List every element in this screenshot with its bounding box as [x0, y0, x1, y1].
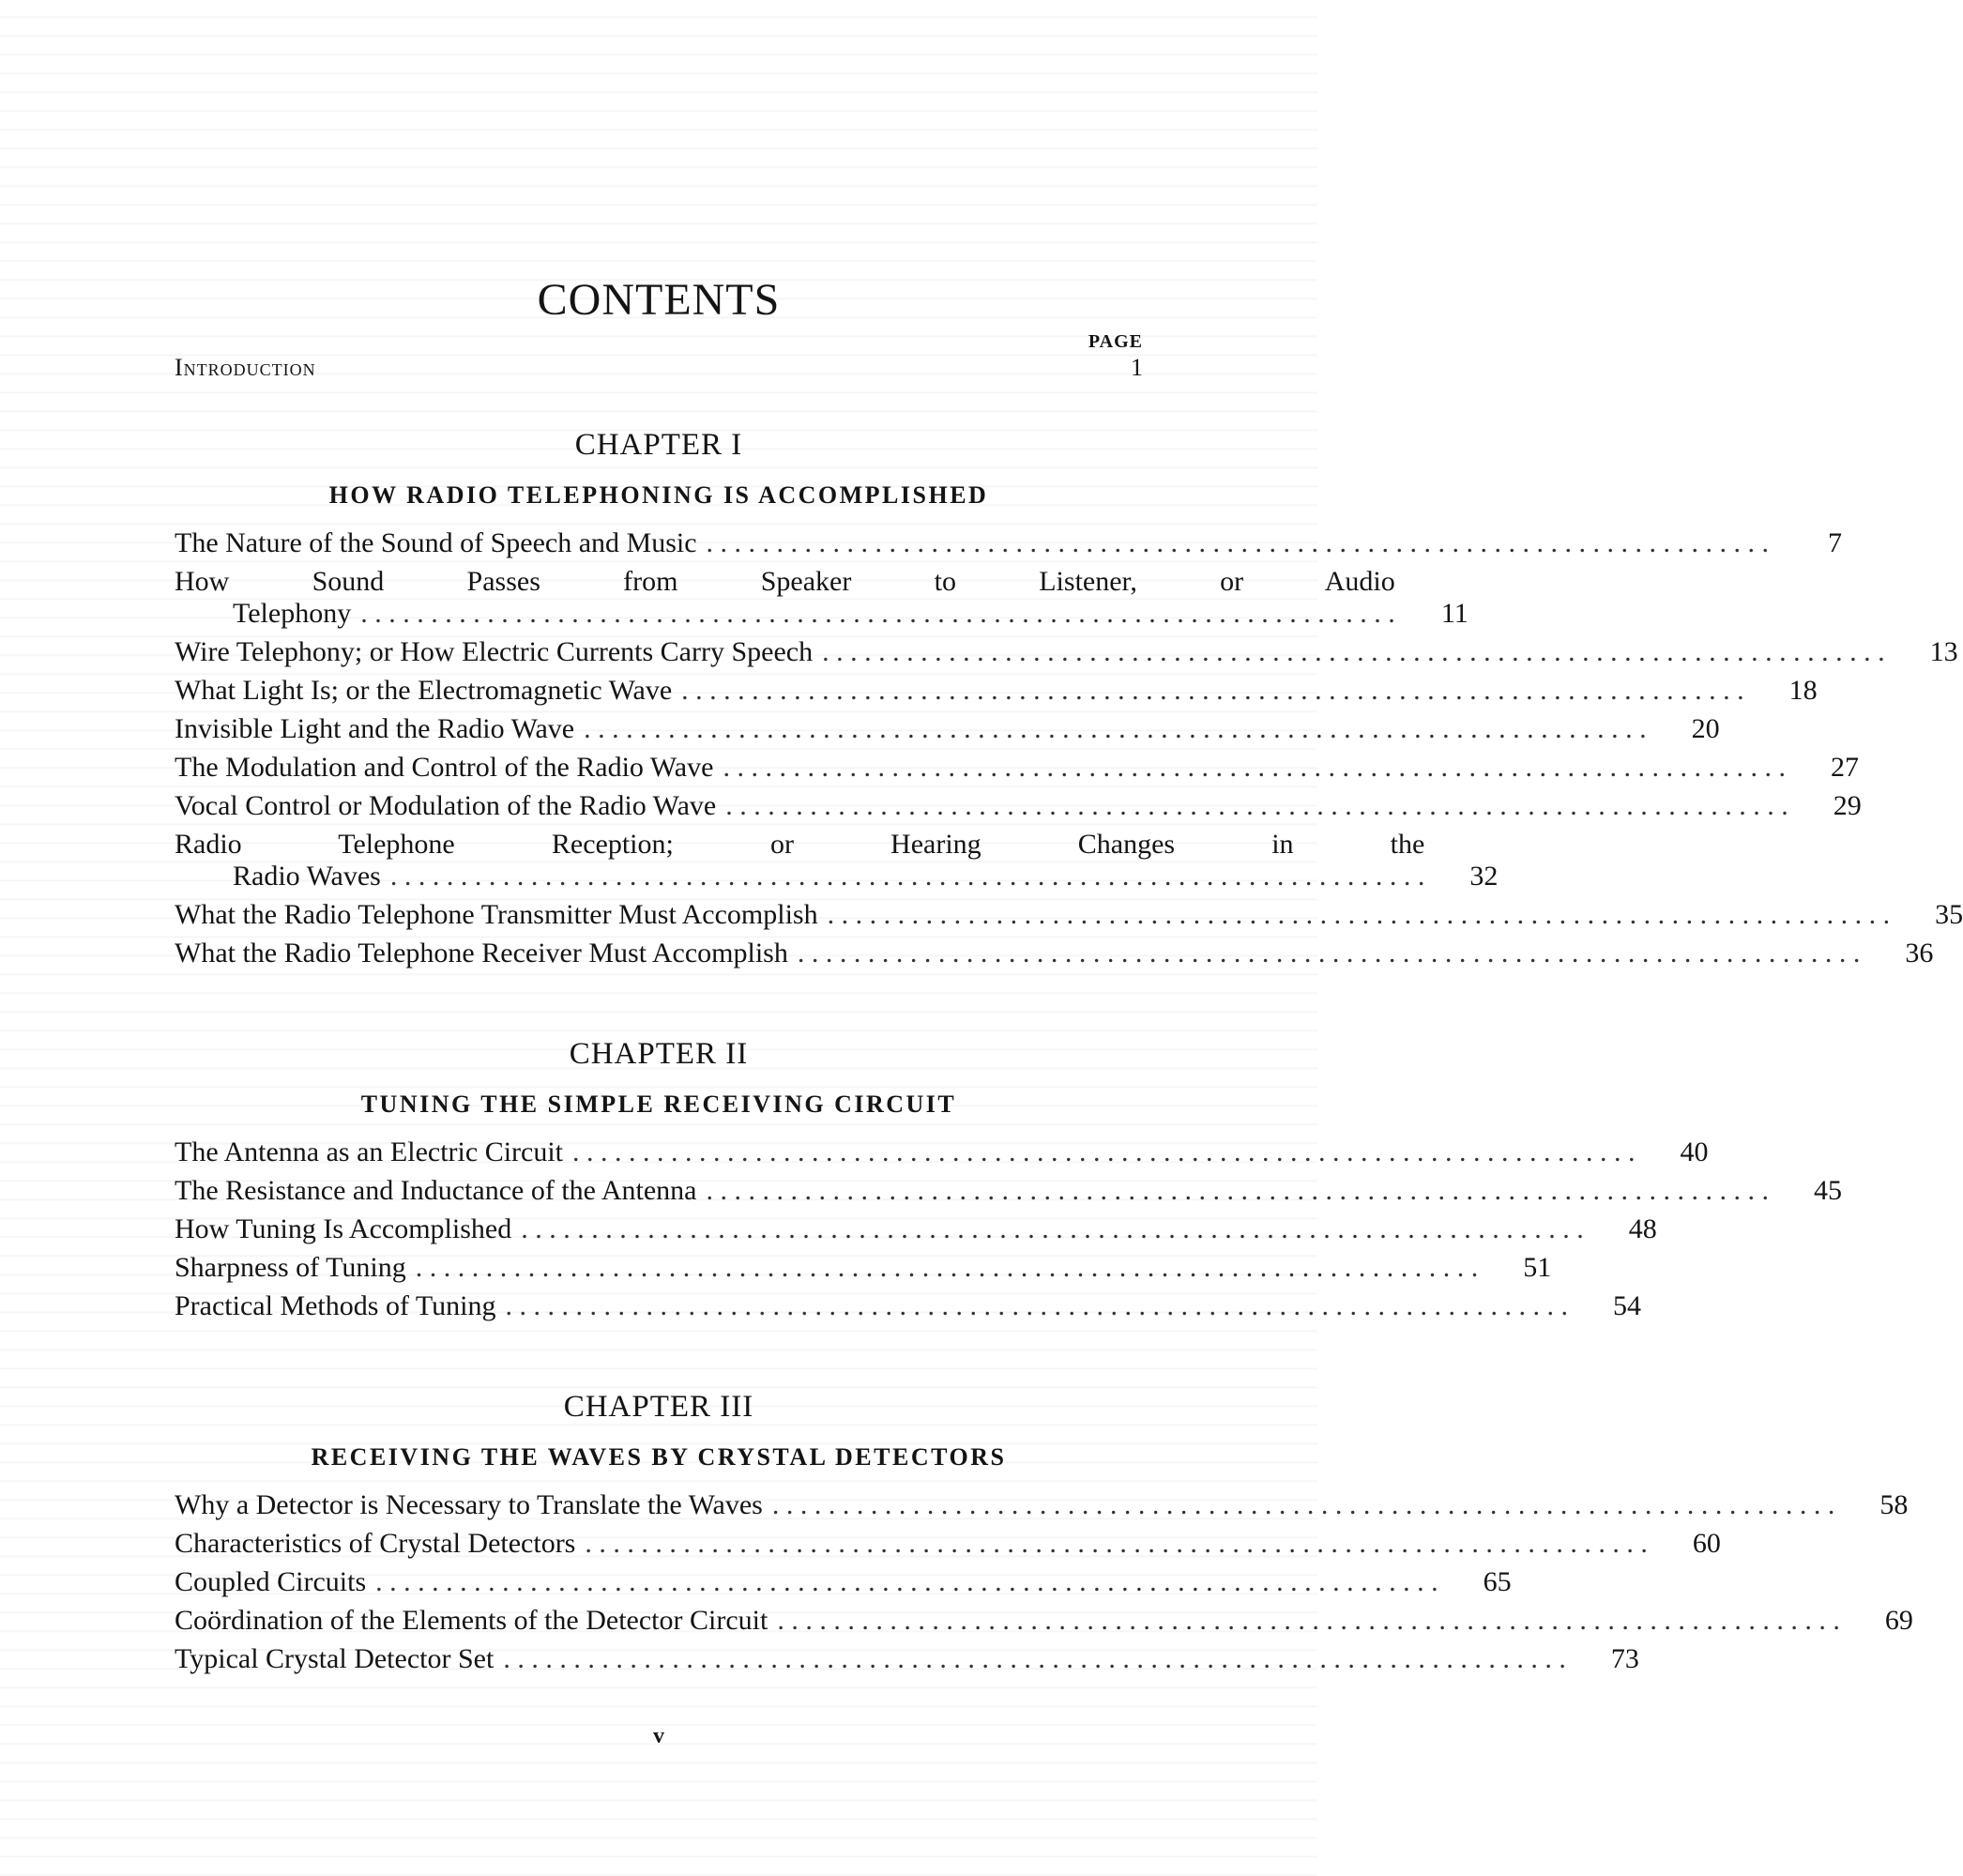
dot-leader — [375, 1566, 1438, 1598]
toc-entry-title: Coördination of the Elements of the Detector Circuit — [175, 1605, 768, 1636]
dot-leader — [681, 675, 1744, 707]
toc-entry-title: The Antenna as an Electric Circuit — [175, 1136, 564, 1167]
toc-entry — [175, 1605, 1913, 1637]
chapter-title: TUNING THE SIMPLE RECEIVING CIRCUIT — [360, 1091, 957, 1118]
toc-entry-title: Invisible Light and the Radio Wave — [175, 713, 575, 744]
toc-entry-title-cont: Telephony — [233, 598, 352, 629]
toc-entry-page: 69 — [1884, 1605, 1913, 1636]
dot-leader — [503, 1643, 1566, 1675]
toc-entry-title: Vocal Control or Modulation of the Radio Wave — [175, 790, 717, 821]
toc-entry-page: 65 — [1483, 1566, 1512, 1597]
dot-leader — [777, 1605, 1840, 1637]
dot-leader — [585, 1528, 1648, 1560]
page-folio: v — [653, 1724, 664, 1748]
toc-entry — [175, 1136, 1709, 1168]
toc-entry — [175, 1489, 1909, 1521]
toc-entry — [175, 1528, 1721, 1560]
toc-entry — [175, 566, 1468, 630]
toc-entry-title: How Tuning Is Accomplished — [175, 1213, 512, 1244]
toc-entry — [175, 1252, 1552, 1284]
toc-entry-title: What the Radio Telephone Receiver Must Accomplish — [175, 938, 788, 969]
chapter-section — [175, 426, 1963, 969]
dot-leader — [707, 527, 1770, 559]
dot-leader — [572, 1136, 1636, 1168]
toc-entry-title: How Sound Passes from Speaker to Listener, or Audio — [175, 566, 1395, 597]
toc-entry — [175, 790, 1862, 822]
toc-entry-page: 29 — [1833, 790, 1862, 821]
page-column-label: PAGE — [1088, 331, 1143, 352]
toc-entry-title: The Modulation and Control of the Radio Wave — [175, 752, 714, 783]
toc-entry-title: The Nature of the Sound of Speech and Music — [175, 527, 697, 558]
chapter-section — [175, 1388, 1913, 1675]
toc-entry-continuation — [175, 861, 1424, 892]
toc-entry — [175, 713, 1720, 745]
table-of-contents — [175, 272, 1963, 1741]
toc-entry-title: What Light Is; or the Electromagnetic Wave — [175, 675, 673, 706]
toc-entry-page: 36 — [1905, 938, 1934, 969]
toc-entry — [175, 752, 1859, 784]
chapter-title: RECEIVING THE WAVES BY CRYSTAL DETECTORS — [311, 1443, 1007, 1471]
introduction-page: 1 — [1131, 354, 1143, 381]
dot-leader — [521, 1213, 1584, 1245]
toc-entry — [175, 938, 1934, 969]
toc-entry — [175, 527, 1843, 559]
dot-leader — [822, 636, 1885, 668]
dot-leader — [506, 1290, 1569, 1322]
toc-entry-page: 11 — [1440, 598, 1468, 629]
chapter-number: CHAPTER I — [574, 428, 743, 462]
toc-entry-continuation — [175, 598, 1395, 630]
toc-entry-page: 58 — [1879, 1489, 1909, 1520]
toc-entry-page: 48 — [1628, 1213, 1657, 1244]
dot-leader — [723, 752, 1786, 784]
toc-entry-page: 60 — [1692, 1528, 1721, 1559]
dot-leader — [360, 598, 1395, 630]
introduction-row — [175, 353, 1143, 383]
toc-entry-title: Practical Methods of Tuning — [175, 1290, 496, 1321]
toc-entry-title: What the Radio Telephone Transmitter Must Accomplish — [175, 899, 818, 930]
toc-entry-title: Typical Crystal Detector Set — [175, 1643, 495, 1674]
toc-entry-page: 73 — [1610, 1643, 1639, 1674]
dot-leader — [416, 1252, 1479, 1284]
toc-entry — [175, 675, 1818, 707]
dot-leader — [390, 861, 1425, 892]
toc-entry — [175, 1175, 1842, 1207]
toc-entry-page: 32 — [1469, 861, 1499, 892]
dot-leader — [798, 938, 1861, 969]
toc-entry — [175, 1643, 1639, 1675]
toc-entry-title: Sharpness of Tuning — [175, 1252, 406, 1283]
dot-leader — [584, 713, 1647, 745]
toc-entry-page: 45 — [1813, 1175, 1842, 1206]
introduction-label: Introduction — [175, 354, 316, 381]
toc-entry-title: Radio Telephone Reception; or Hearing Changes in the — [175, 829, 1425, 860]
dot-leader — [772, 1489, 1835, 1521]
toc-entry-title: Wire Telephony; or How Electric Currents Carry Speech — [175, 636, 814, 667]
toc-entry — [175, 1566, 1512, 1598]
toc-entry-title: Why a Detector is Necessary to Translate the Waves — [175, 1489, 763, 1520]
chapter-title: HOW RADIO TELEPHONING IS ACCOMPLISHED — [328, 481, 989, 509]
toc-entry-page: 35 — [1935, 899, 1963, 930]
toc-entry-page: 27 — [1830, 752, 1859, 783]
dot-leader — [828, 899, 1891, 931]
toc-entry-page: 13 — [1929, 636, 1958, 667]
toc-entry-title-cont: Radio Waves — [233, 861, 381, 892]
toc-entry-page: 7 — [1828, 527, 1843, 558]
toc-entry-title: Coupled Circuits — [175, 1566, 367, 1597]
contents-heading: CONTENTS — [537, 275, 781, 325]
toc-entry-page: 51 — [1523, 1252, 1552, 1283]
toc-entry-title: Characteristics of Crystal Detectors — [175, 1528, 576, 1559]
chapter-number: CHAPTER III — [563, 1390, 754, 1424]
toc-entry — [175, 1213, 1657, 1245]
toc-entry — [175, 1290, 1641, 1322]
toc-entry-page: 18 — [1788, 675, 1818, 706]
chapter-section — [175, 1035, 1842, 1322]
toc-entry-page: 40 — [1680, 1136, 1709, 1167]
chapter-number: CHAPTER II — [569, 1037, 749, 1071]
toc-entry — [175, 829, 1499, 892]
toc-entry-page: 54 — [1613, 1290, 1641, 1321]
toc-entry — [175, 636, 1958, 668]
dot-leader — [706, 1175, 1769, 1207]
toc-entry — [175, 899, 1963, 931]
chapter-list — [175, 426, 1963, 1675]
toc-entry-page: 20 — [1691, 713, 1720, 744]
dot-leader — [725, 790, 1788, 822]
toc-entry-title: The Resistance and Inductance of the Antenna — [175, 1175, 697, 1206]
